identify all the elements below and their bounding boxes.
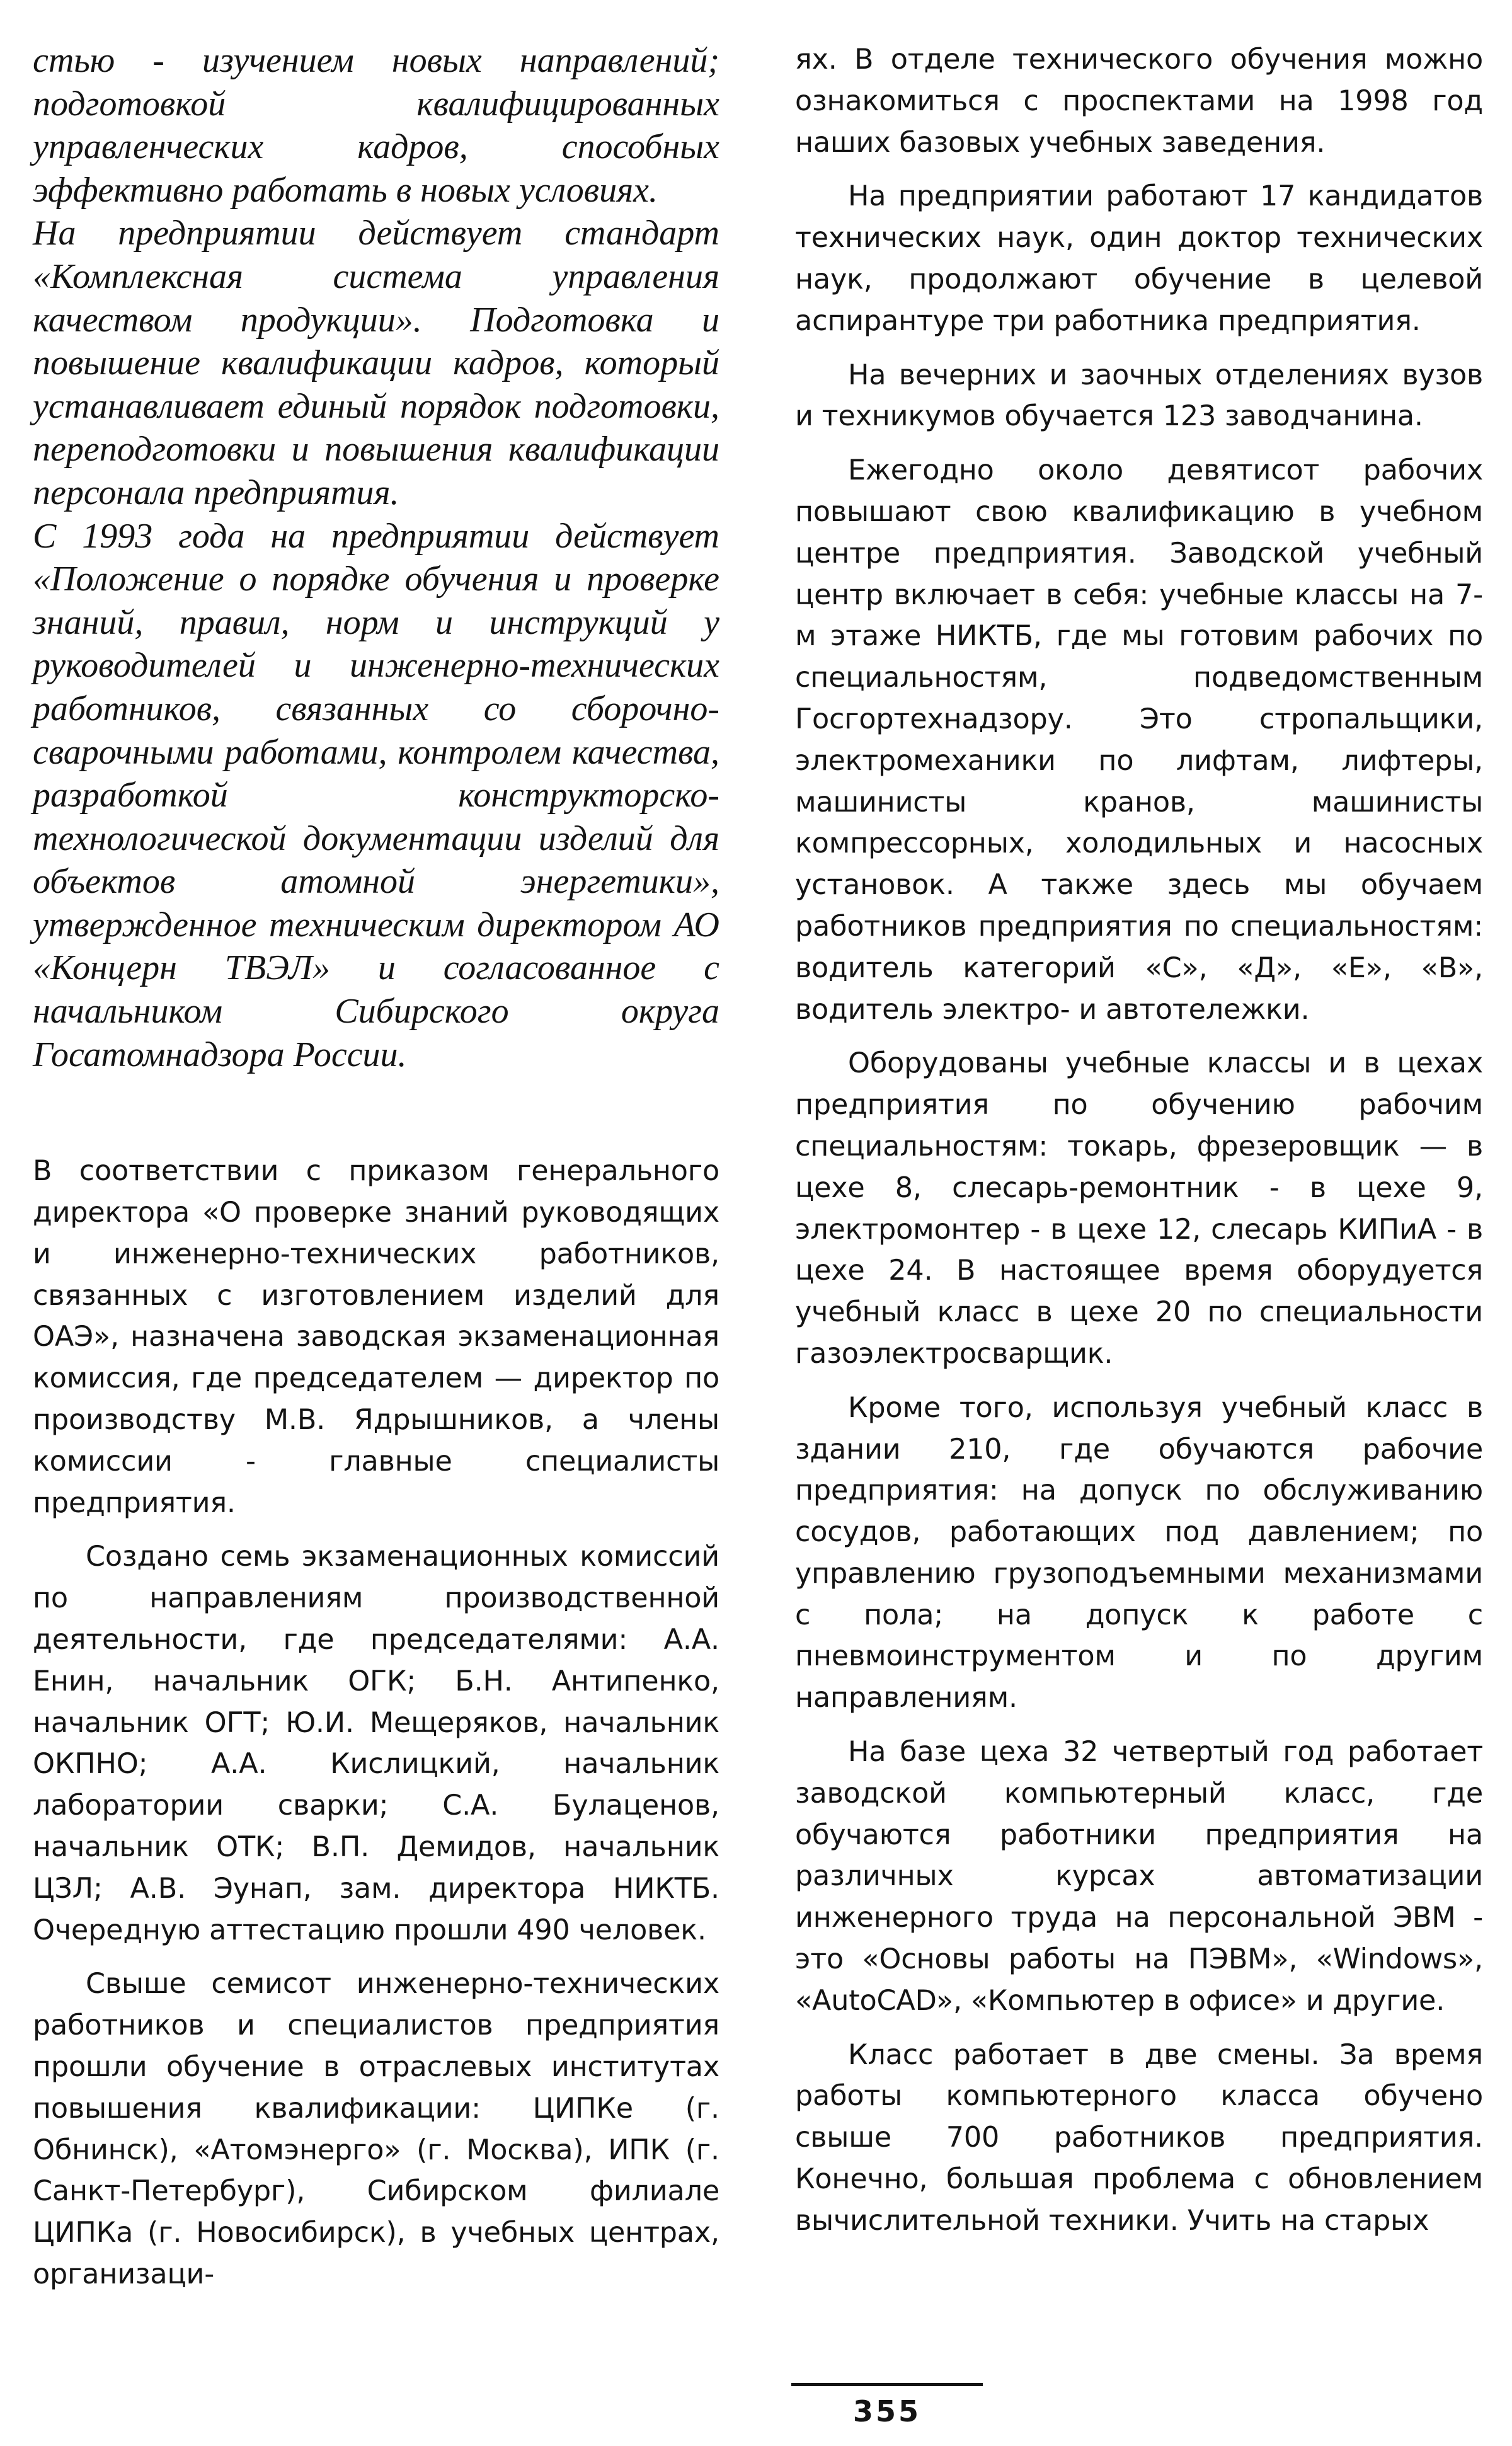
page-number: 355 <box>852 2394 922 2428</box>
italic-paragraph: стью - изучением новых направлений; подготовкой квалифицированных управленческих кадров, способных эффективно работать в новых условиях. <box>33 41 719 210</box>
body-paragraph: На предприятии работают 17 кандидатов технических наук, один доктор технических наук, продолжают обучение в целевой аспирантуре три работника предприятия. <box>795 180 1483 337</box>
italic-paragraph: С 1993 года на предприятии действует «Положение о порядке обучения и проверке знаний, правил, норм и инструкций у руководителей и инженерно-технических работников, связанных со сборочно-сварочными работами, контролем качества, разработкой конструкторско-технологической документации изделий для объектов атомной энергетики», утвержденное техническим директором АО «Концерн ТВЭЛ» и согласованное с начальником Сибирского округа Госатомнадзора России. <box>33 516 719 1074</box>
body-paragraph: В соответствии с приказом генерального директора «О проверке знаний руководящих и инженерно-технических работников, связанных с изготовлением изделий для ОАЭ», назначена заводская экзаменационная комиссия, где председателем — директор по производству М.В. Ядрышников, а члены комиссии - главные специалисты предприятия. <box>33 1155 719 1519</box>
left-column <box>33 39 719 2295</box>
body-paragraph: На вечерних и заочных отделениях вузов и техникумов обучается 123 заводчанина. <box>795 359 1483 433</box>
body-paragraph: Класс работает в две смены. За время работы компьютерного класса обучено свыше 700 работников предприятия. Конечно, большая проблема с обновлением вычислительной техники. Учить на старых <box>795 2038 1483 2237</box>
body-paragraph: Ежегодно около девятисот рабочих повышают свою квалификацию в учебном центре предприятия. Заводской учебный центр включает в себя: учебные классы на 7-м этаже НИКТБ, где мы готовим рабочих по специальностям, подведомственным Госгортехнадзору. Это стропальщики, электромеханики по лифтам, лифтеры, машинисты кранов, машинисты компрессорных, холодильных и насосных установок. А также здесь мы обучаем работников предприятия по специальностям: водитель категорий «С», «Д», «Е», «В», водитель электро- и автотележки. <box>795 454 1483 1026</box>
italic-paragraph: На предприятии действует стандарт «Комплексная система управления качеством продукции». Подготовка и повышение квалификации кадров, который устанавливает единый порядок подготовки, переподготовки и повышения квалификации персонала предприятия. <box>33 214 719 512</box>
body-paragraph: ях. В отделе технического обучения можно ознакомиться с проспектами на 1998 год наших базовых учебных заведения. <box>795 43 1483 159</box>
left-body-text <box>33 1151 719 2295</box>
body-paragraph: Свыше семисот инженерно-технических работников и специалистов предприятия прошли обучение в отраслевых институтах повышения квалификации: ЦИПКе (г. Обнинск), «Атомэнерго» (г. Москва), ИПК (г. Санкт-Петербург), Сибирском филиале ЦИПКа (г. Новосибирск), в учебных центрах, организаци- <box>33 1968 719 2290</box>
footer-rule <box>791 2383 983 2386</box>
body-paragraph: На базе цеха 32 четвертый год работает заводской компьютерный класс, где обучаются работники предприятия на различных курсах автоматизации инженерного труда на персональной ЭВМ - это «Основы работы на ПЭВМ», «Windows», «AutoCAD», «Компьютер в офисе» и другие. <box>795 1736 1483 2017</box>
body-paragraph: Оборудованы учебные классы и в цехах предприятия по обучению рабочим специальностям: токарь, фрезеровщик — в цехе 8, слесарь-ремонтник - в цехе 9, электромонтер - в цехе 12, слесарь КИПиА - в цехе 24. В настоящее время оборудуется учебный класс в цехе 20 по специальности газоэлектросварщик. <box>795 1047 1483 1370</box>
italic-quote-block <box>33 39 719 1076</box>
body-paragraph: Создано семь экзаменационных комиссий по направлениям производственной деятельности, где председателями: А.А. Енин, начальник ОГК; Б.Н. Антипенко, начальник ОГТ; Ю.И. Мещеряков, начальник ОКПНО; А.А. Кислицкий, начальник лаборатории сварки; С.А. Булаценов, начальник ОТК; В.П. Демидов, начальник ЦЗЛ; А.В. Эунап, зам. директора НИКТБ. Очередную аттестацию прошли 490 человек. <box>33 1541 719 1946</box>
right-column <box>795 39 1483 2242</box>
body-paragraph: Кроме того, используя учебный класс в здании 210, где обучаются рабочие предприятия: на допуск по обслуживанию сосудов, работающих под давлением; по управлению грузоподъемными механизмами с пола; на допуск к работе с пневмоинструментом и по другим направлениям. <box>795 1391 1483 1714</box>
